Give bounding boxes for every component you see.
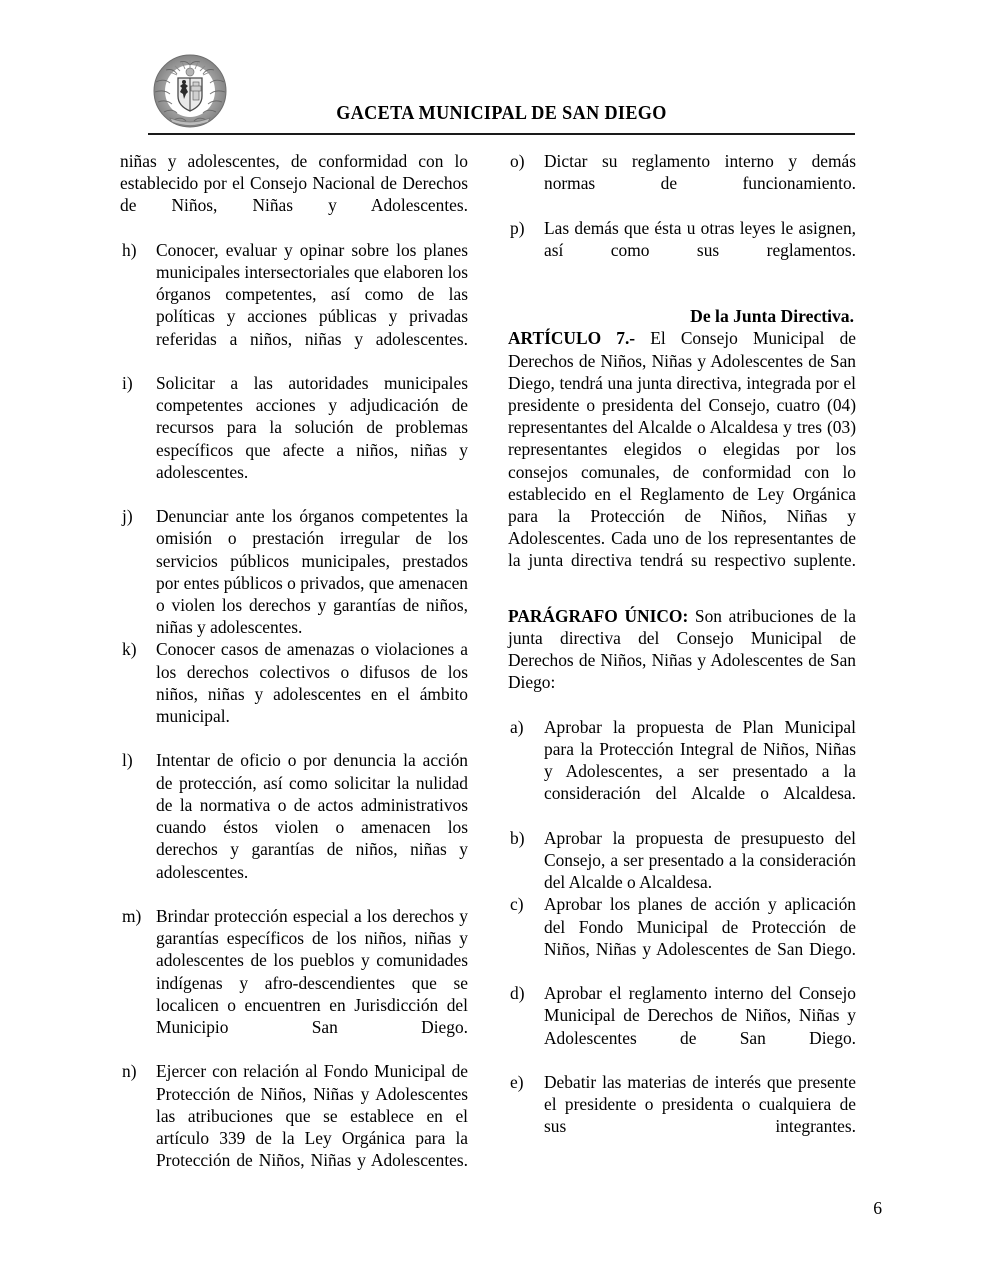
section-heading: De la Junta Directiva. (690, 306, 854, 327)
list-marker: a) (510, 716, 524, 737)
list-item-text: Aprobar el reglamento interno del Consejo Municipal de Derechos de Niños, Niñas y Adolescentes de San Diego. (544, 983, 856, 1048)
gazette-title: GACETA MUNICIPAL DE SAN DIEGO (336, 103, 667, 124)
left-column (120, 150, 468, 1194)
list-marker: o) (510, 151, 525, 171)
list-item-text: Aprobar la propuesta de presupuesto del Consejo, a ser presentado a la consideración del Alcalde o Alcaldesa. (544, 827, 856, 893)
list-marker: l) (122, 750, 133, 771)
unique-paragraph (508, 605, 856, 694)
list-item-text: Las demás que ésta u otras leyes le asignen, así como sus reglamentos. (544, 217, 856, 260)
list-item-text: Aprobar los planes de acción y aplicación del Fondo Municipal de Protección de Niños, Niñas y Adolescentes de San Diego. (544, 894, 856, 959)
list-item-text: Conocer casos de amenazas o violaciones a los derechos colectivos o difusos de los niños, niñas y adolescentes en el ámbito municipal. (156, 639, 468, 727)
header-divider (148, 133, 855, 135)
paragraph-label: PARÁGRAFO ÚNICO: (508, 605, 689, 626)
list-marker: e) (510, 1071, 524, 1092)
list-item (508, 982, 856, 1071)
list-item-text: Conocer, evaluar y opinar sobre los planes municipales intersectoriales que elaboren los órganos competentes, así como de las políticas y acciones públicas y privadas referidas a niños, niñas y adolescentes. (156, 239, 468, 349)
list-item-text: Aprobar la propuesta de Plan Municipal para la Protección Integral de Niños, Niñas y Adolescentes, a ser presentado a la consideración del Alcalde o Alcaldesa. (544, 716, 856, 804)
list-marker: b) (510, 827, 525, 848)
list-item (508, 827, 856, 894)
list-item-text: Denunciar ante los órganos competentes la omisión o prestación irregular de los servicios públicos municipales, prestados por entes públicos o privados, que amenacen o violen los derechos y garantías de niños, niñas y adolescentes. (156, 506, 468, 638)
list-item-text: Ejercer con relación al Fondo Municipal de Protección de Niños, Niñas y Adolescentes las atribuciones que se establece en el artículo 339 de la Ley Orgánica para la Protección de Niños, Niñas y Adolescentes. (156, 1061, 468, 1171)
list-marker: j) (122, 506, 133, 527)
right-column (508, 150, 856, 1160)
list-spacer (508, 694, 856, 716)
list-marker: i) (122, 373, 133, 394)
list-item-text: Intentar de oficio o por denuncia la acción de protección, así como solicitar la nulidad de la normativa o de actos administrativos cuando éstos violen o amenacen los derechos y garantías de niños, niñas y adolescentes. (156, 750, 468, 882)
list-item (508, 893, 856, 982)
page-header (0, 0, 990, 140)
list-item-text: Debatir las materias de interés que presente el presidente o presidenta o cualquiera de sus integrantes. (544, 1071, 856, 1137)
article-label: ARTÍCULO 7.- (508, 328, 636, 349)
list-item (120, 239, 468, 372)
list-marker: k) (122, 639, 137, 660)
list-item (120, 1060, 468, 1193)
continuation-paragraph: niñas y adolescentes, de conformidad con lo establecido por el Consejo Nacional de Derechos de Niños, Niñas y Adolescentes. (120, 151, 468, 216)
page-number: 6 (873, 1198, 882, 1218)
two-column-body (0, 150, 990, 1180)
article-text: El Consejo Municipal de Derechos de Niños, Niñas y Adolescentes de San Diego, tendrá una junta directiva, integrada por el presidente o presidenta del Consejo, cuatro (04) representantes del Alcalde o Alcaldesa y tres (03) representantes elegidos o elegidas por los consejos comunales, de conformidad con lo establecido en el Reglamento de Ley Orgánica para la Protección de Niños, Niñas y Adolescentes. Cada uno de los representantes de la junta directiva tendrá su respectivo suplente. (508, 328, 856, 571)
list-item-text: Solicitar a las autoridades municipales competentes acciones y adjudicación de recursos para la solución de problemas específicos que afecte a niños, niñas y adolescentes. (156, 373, 468, 482)
list-marker: m) (122, 905, 142, 926)
list-item (508, 1071, 856, 1160)
article-paragraph (508, 327, 856, 593)
list-marker: p) (510, 217, 525, 238)
section-spacer (508, 283, 856, 305)
list-marker: n) (122, 1061, 137, 1082)
list-marker: c) (510, 894, 524, 915)
list-item (120, 905, 468, 1060)
list-item-text: Dictar su reglamento interno y demás normas de funcionamiento. (544, 151, 856, 194)
list-marker: h) (122, 239, 137, 260)
list-item (120, 372, 468, 505)
paragraph-text: Son atribuciones de la junta directiva del Consejo Municipal de Derechos de Niños, Niñas y Adolescentes de San Diego: (508, 605, 856, 693)
list-item (120, 638, 468, 749)
list-marker: d) (510, 983, 525, 1004)
list-item (120, 505, 468, 638)
list-item (508, 716, 856, 827)
list-item-text: Brindar protección especial a los derechos y garantías específicos de los niños, niñas y adolescentes de los pueblos y comunidades indígenas y afro-descendientes que se localicen o encuentren en Jurisdicción del Municipio San Diego. (156, 905, 468, 1037)
list-item (120, 749, 468, 904)
list-item (508, 217, 856, 284)
list-item (508, 150, 856, 217)
paragraph-spacer (508, 594, 856, 605)
